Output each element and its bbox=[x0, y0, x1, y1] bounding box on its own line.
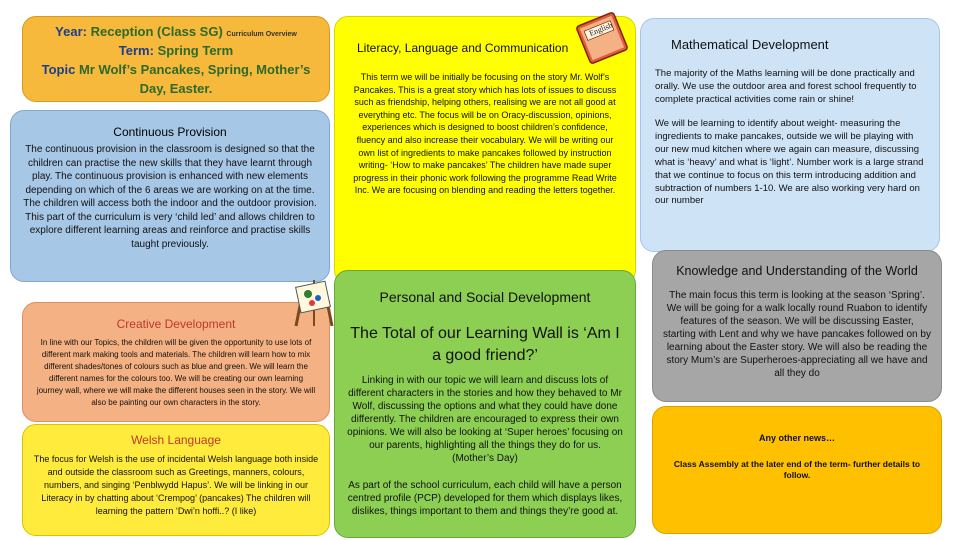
easel-painting-icon bbox=[290, 276, 338, 328]
creative-title: Creative Development bbox=[116, 317, 236, 331]
maths-text-1: The majority of the Maths learning will be done practically and orally. We use the outdoor area and forest school frequently to complete practical activities come rain or shine! bbox=[655, 68, 917, 105]
topic-line bbox=[33, 61, 319, 99]
literacy-text: This term we will be initially be focusing on the story Mr. Wolf’s Pancakes. This is a great story which has lots of issues to discuss such as friendship, helping others, realising we are not all good at everything etc. The focus will be on Oracy-discussion, opinions, experiences which is designed to boost children’s confidence, fluency and also increase their vocabulary. We will be writing our own list of ingredients to make pancakes followed by instruction writing- ‘How to make pancakes’ The children have made super progress in their phonic work following the programme Read Write Inc. We are focusing on blending and reading the letters together. bbox=[353, 72, 617, 196]
year-label: Year: bbox=[55, 24, 87, 39]
welsh-title: Welsh Language bbox=[131, 433, 221, 447]
creative-development-box bbox=[22, 302, 330, 422]
literacy-title: Literacy, Language and Communication bbox=[357, 41, 569, 55]
news-text: Class Assembly at the later end of the term- further details to follow. bbox=[673, 459, 921, 481]
knowledge-text: The main focus this term is looking at the season ‘Spring’. We will be going for a walk locally round Ruabon to identify features of the season. We will be discussing Easter, starting with Lent and why we have pancakes followed on by learning about the Easter story. We will also be reading the story Mum’s are Superheroes-appreciating all we have and all they do bbox=[663, 289, 931, 379]
english-book-icon bbox=[572, 10, 632, 66]
term-label: Term: bbox=[118, 42, 154, 58]
english-book-label: English bbox=[587, 20, 614, 39]
topic-label: Topic bbox=[41, 61, 76, 77]
personal-social-box bbox=[334, 270, 636, 538]
maths-text-2: We will be learning to identify about weight- measuring the ingredients to make pancakes, outside we will be playing with our new mud kitchen where we again can measure, discussing what is ‘heavy’ and what is ‘light’. Number work is a large strand that we continue to focus on this term introducing addition and subtraction of numbers 1-10. We are also working very hard on our number bbox=[655, 118, 924, 207]
overview-header-box bbox=[22, 16, 330, 102]
news-title: Any other news… bbox=[758, 433, 835, 443]
year-value: Reception (Class SG) bbox=[90, 24, 223, 39]
personal-social-title: Personal and Social Development bbox=[379, 289, 591, 305]
term-value: Spring Term bbox=[157, 42, 234, 58]
learning-wall-text: The Total of our Learning Wall is ‘Am I a good friend?’ bbox=[350, 325, 620, 365]
creative-text: In line with our Topics, the children will be given the opportunity to use lots of different mark making tools and materials. The children will learn how to mix different shades/tones of colours such as blue and green. We will learn the different names for the colours too. We will be creating our own learning journey wall, where we will make the different houses seen in the story. We will also be painting our own characters in the story. bbox=[36, 338, 316, 407]
term-line bbox=[33, 42, 319, 61]
welsh-language-box bbox=[22, 424, 330, 536]
knowledge-world-box bbox=[652, 250, 942, 402]
maths-title: Mathematical Development bbox=[671, 37, 829, 52]
knowledge-title: Knowledge and Understanding of the World bbox=[676, 264, 918, 278]
topic-value: Mr Wolf’s Pancakes, Spring, Mother’s Day, Easter. bbox=[78, 61, 311, 96]
overview-label: Curriculum Overview bbox=[226, 31, 297, 38]
year-line bbox=[33, 23, 319, 42]
maths-box bbox=[640, 18, 940, 252]
continuous-provision-title: Continuous Provision bbox=[113, 125, 227, 139]
personal-social-text: Linking in with our topic we will learn and discuss lots of different characters in the stories and how they behaved to Mr Wolf, discussing the options and what they could have done differently. The children are encouraged to express their own opinions. We will also be looking at ‘Super heroes’ focusing on our parents, highlighting all the things they do for us. (Mother’s Day) bbox=[347, 374, 623, 464]
pcp-text: As part of the school curriculum, each child will have a person centred profile (PCP) developed for them which displays likes, dislikes, things important to them and things they’re good at. bbox=[347, 479, 623, 517]
continuous-provision-text: The continuous provision in the classroom is designed so that the children can practise the new skills that they have learnt through play. The continuous provision is enhanced with new elements depending on which of the 6 areas we are working on at the time. The children will access both the indoor and the outdoor provision. This part of the curriculum is very ‘child led’ and allows children to explore different learning areas and reinforce and practise skills taught previously. bbox=[23, 144, 317, 250]
other-news-box bbox=[652, 406, 942, 534]
continuous-provision-box bbox=[10, 110, 330, 282]
welsh-text: The focus for Welsh is the use of incidental Welsh language both inside and outside the classroom such as Greetings, manners, colours, numbers, and singing ‘Penblwydd Hapus’. We will be linking in our Literacy in by chatting about ‘Crempog’ (pancakes) The children will learning the pattern ‘Dwi’n hoffi..? (I like) bbox=[33, 454, 319, 517]
